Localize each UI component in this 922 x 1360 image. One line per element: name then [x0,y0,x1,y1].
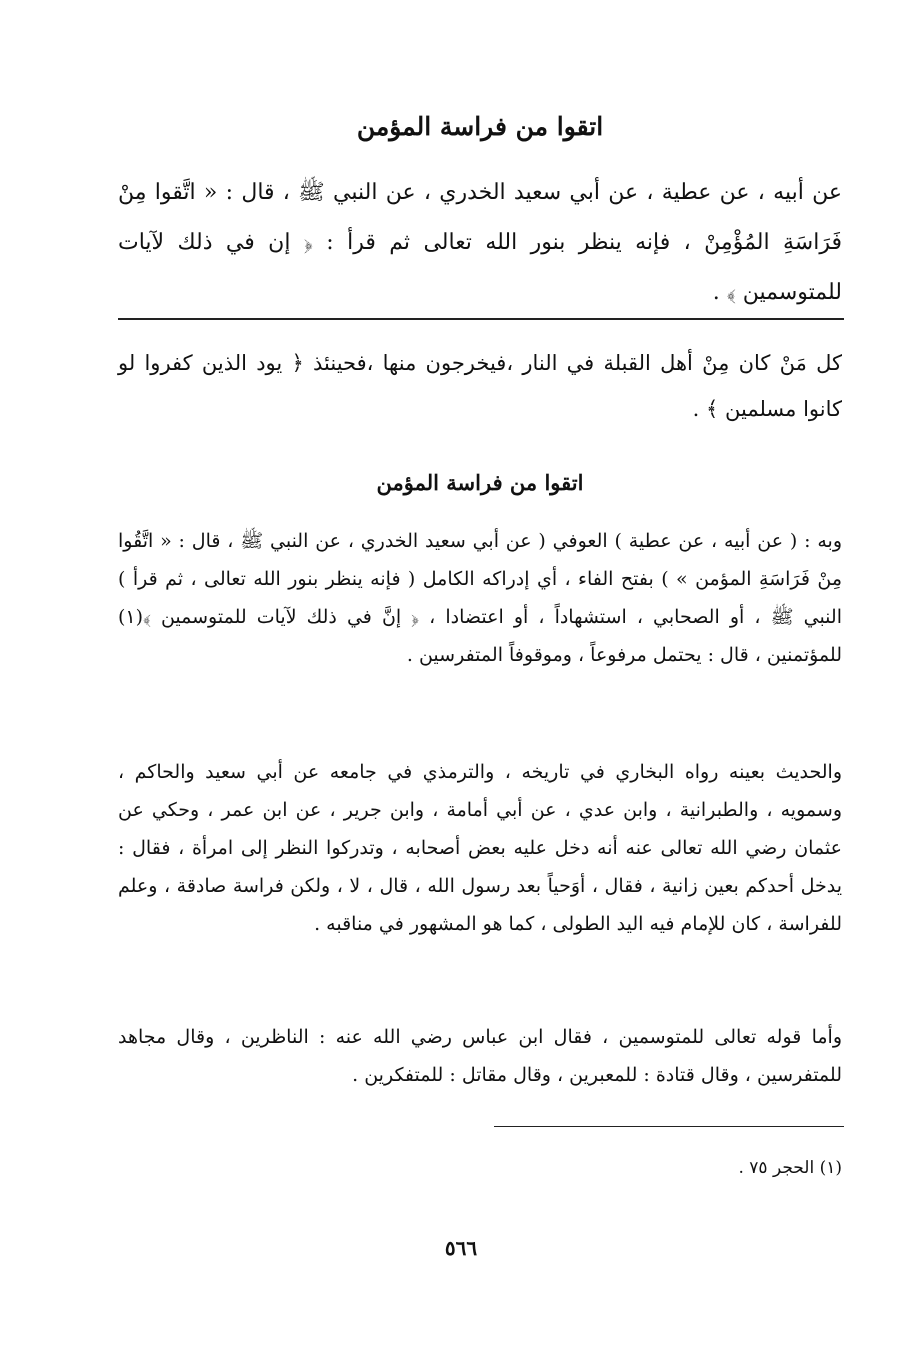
page-number: ٥٦٦ [444,1236,478,1260]
hadith-text-top: عن أبيه ، عن عطية ، عن أبي سعيد الخدري ، عن النبي ﷺ ، قال : « اتَّقوا مِنْ فَرَاسَةِ المُؤْمِنْ ، فإنه ينظر بنور الله تعالى ثم قرأ : ﴿ إن في ذلك لآيات للمتوسمين ﴾ . [118,180,842,305]
commentary-paragraph-2: والحديث بعينه رواه البخاري في تاريخه ، والترمذي في جامعه عن أبي سعيد والحاكم ، وسمويه ، والطبرانية ، وابن عدي ، عن أبي أمامة ، وابن جرير ، عن ابن عمر ، وحكي عن عثمان رضي الله تعالى عنه أنه دخل عليه بعض أصحابه ، وتدركوا النظر إلى امرأة ، فقال : يدخل أحدكم بعين زانية ، فقال ، أوَحياً بعد رسول الله ، قال ، لا ، ولكن فراسة صادقة ، وعلم للفراسة ، كان للإمام فيه اليد الطولى ، كما هو المشهور في مناقبه . [118,761,842,935]
footnote-divider [494,1126,844,1127]
section-divider [118,318,844,320]
commentary-paragraph-1: وبه : ( عن أبيه ، عن عطية ) العوفي ( عن أبي سعيد الخدري ، عن النبي ﷺ ، قال : « اتَّقُوا مِنْ فَرَاسَةِ المؤمن » ) بفتح الفاء ، أي إدراكه الكامل ( فإنه ينظر بنور الله تعالى ، ثم قرأ ) النبي ﷺ ، أو الصحابي ، استشهاداً ، أو اعتضادا ، ﴿ إنَّ في ذلك لآيات للمتوسمين ﴾(١) للمؤتمنين ، قال : يحتمل مرفوعاً ، وموقوفاً المتفرسين . [118,530,842,666]
section-title-top: اتقوا من فراسة المؤمن [356,112,604,141]
footnote: (١) الحجر ٧٥ . [738,1158,842,1178]
commentary-paragraph-3: وأما قوله تعالى للمتوسمين ، فقال ابن عباس رضي الله عنه : الناظرين ، وقال مجاهد للمتفرسين ، وقال قتادة : للمعبرين ، وقال مقاتل : للمتفكرين . [118,1026,842,1086]
continued-text-fragment: كل مَنْ كان مِنْ أهل القبلة في النار ،فيخرجون منها ،فحينئذ ﴿ يود الذين كفروا لو كانوا مسلمين ﴾ . [118,351,842,421]
section-title-commentary: اتقوا من فراسة المؤمن [376,470,584,495]
